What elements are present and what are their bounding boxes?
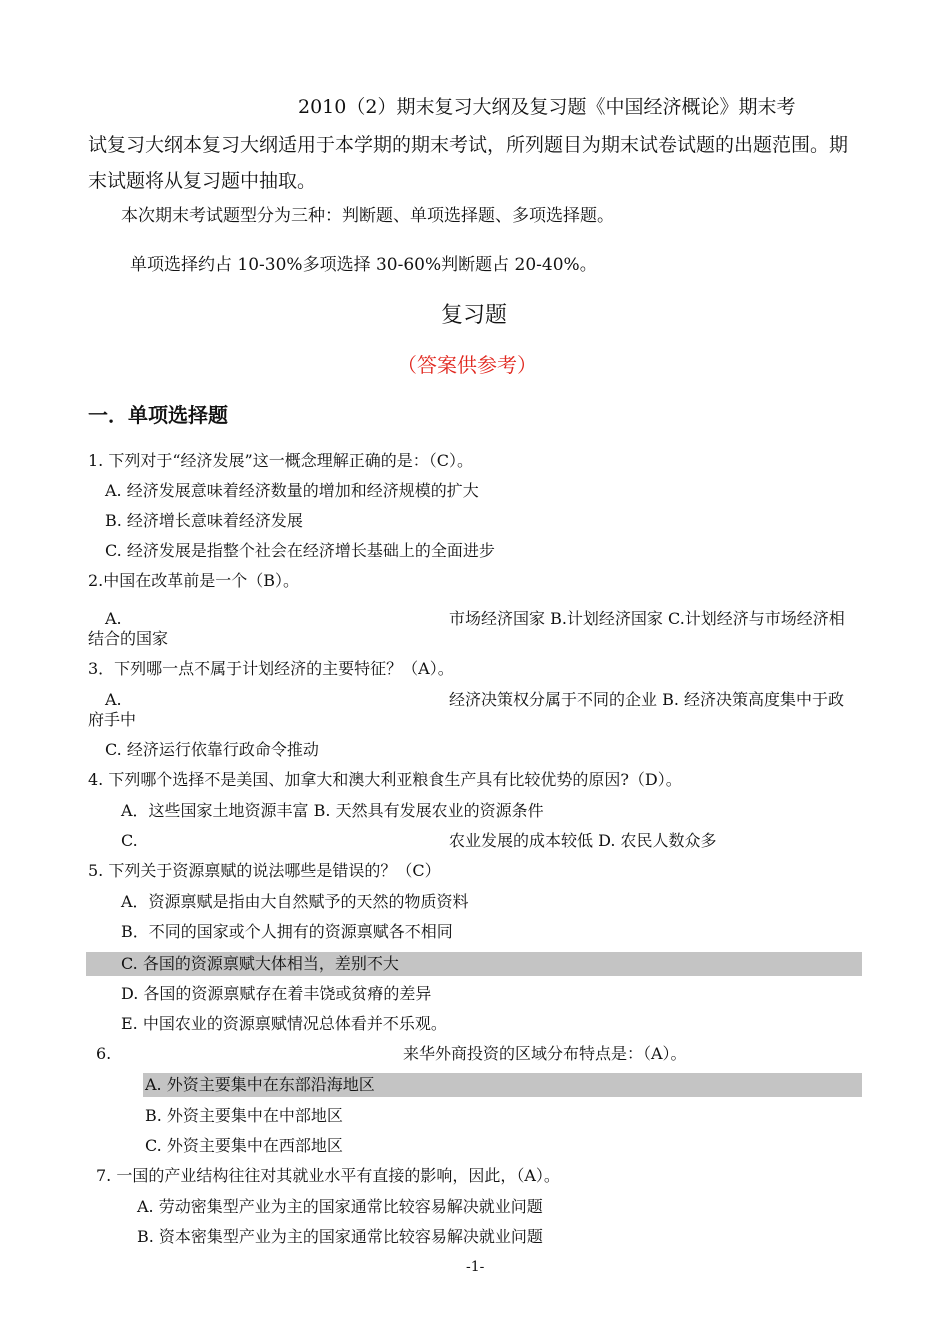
- option: A. 经济发展意味着经济数量的增加和经济规模的扩大: [105, 481, 479, 500]
- option: C. 各国的资源禀赋大体相当，差别不大: [121, 954, 399, 973]
- question-stem: 来华外商投资的区域分布特点是：（A）。: [403, 1044, 687, 1063]
- question-stem: 1. 下列对于“经济发展”这一概念理解正确的是：（C）。: [88, 451, 473, 470]
- review-title: 复习题: [441, 303, 508, 328]
- option: 农业发展的成本较低 D. 农民人数众多: [449, 831, 717, 850]
- answer-note: （答案供参考）: [397, 353, 537, 377]
- option: C. 经济运行依靠行政命令推动: [105, 740, 319, 759]
- question-types: 本次期末考试题型分为三种：判断题、单项选择题、多项选择题。: [121, 206, 614, 226]
- section-heading: 一．单项选择题: [88, 403, 228, 427]
- option: E. 中国农业的资源禀赋情况总体看并不乐观。: [121, 1014, 447, 1033]
- doc-title: 2010（2）期末复习大纲及复习题《中国经济概论》期末考: [298, 96, 796, 118]
- option: A．这些国家土地资源丰富 B. 天然具有发展农业的资源条件: [121, 801, 544, 820]
- option: 经济决策权分属于不同的企业 B. 经济决策高度集中于政: [449, 690, 845, 709]
- intro-line: 试复习大纲本复习大纲适用于本学期的期末考试，所列题目为期末试卷试题的出题范围。期: [88, 134, 849, 156]
- option: A. 外资主要集中在东部沿海地区: [145, 1075, 375, 1094]
- option: B．不同的国家或个人拥有的资源禀赋各不相同: [121, 922, 453, 941]
- intro-line: 末试题将从复习题中抽取。: [88, 170, 317, 192]
- option: C. 经济发展是指整个社会在经济增长基础上的全面进步: [105, 541, 495, 560]
- page-number: -1-: [466, 1259, 485, 1275]
- option: D. 各国的资源禀赋存在着丰饶或贫瘠的差异: [121, 984, 432, 1003]
- question-number: 6.: [96, 1044, 112, 1063]
- option-label: C.: [121, 831, 138, 850]
- option-wrap: 府手中: [88, 710, 137, 729]
- question-ratios: 单项选择约占 10-30%多项选择 30-60%判断题占 20-40%。: [130, 255, 597, 275]
- option-wrap: 结合的国家: [88, 629, 169, 648]
- option-label: A.: [105, 609, 122, 628]
- option: A．资源禀赋是指由大自然赋予的天然的物质资料: [121, 892, 469, 911]
- question-stem: 3．下列哪一点不属于计划经济的主要特征？（A）。: [88, 659, 454, 678]
- question-stem: 4. 下列哪个选择不是美国、加拿大和澳大利亚粮食生产具有比较优势的原因?（D）。: [88, 770, 682, 789]
- question-stem: 2.中国在改革前是一个（B）。: [88, 571, 300, 590]
- option: B. 外资主要集中在中部地区: [145, 1106, 343, 1125]
- option-label: A.: [105, 690, 122, 709]
- highlighted-option: [86, 952, 862, 976]
- option: B. 资本密集型产业为主的国家通常比较容易解决就业问题: [137, 1227, 543, 1246]
- option: B. 经济增长意味着经济发展: [105, 511, 303, 530]
- question-stem: 5. 下列关于资源禀赋的说法哪些是错误的？（C）: [88, 861, 441, 880]
- highlighted-option: [143, 1073, 862, 1097]
- option: A. 劳动密集型产业为主的国家通常比较容易解决就业问题: [137, 1197, 543, 1216]
- option: C. 外资主要集中在西部地区: [145, 1136, 343, 1155]
- question-stem: 7. 一国的产业结构往往对其就业水平有直接的影响，因此，（A）。: [96, 1166, 560, 1185]
- option: 市场经济国家 B.计划经济国家 C.计划经济与市场经济相: [449, 609, 845, 628]
